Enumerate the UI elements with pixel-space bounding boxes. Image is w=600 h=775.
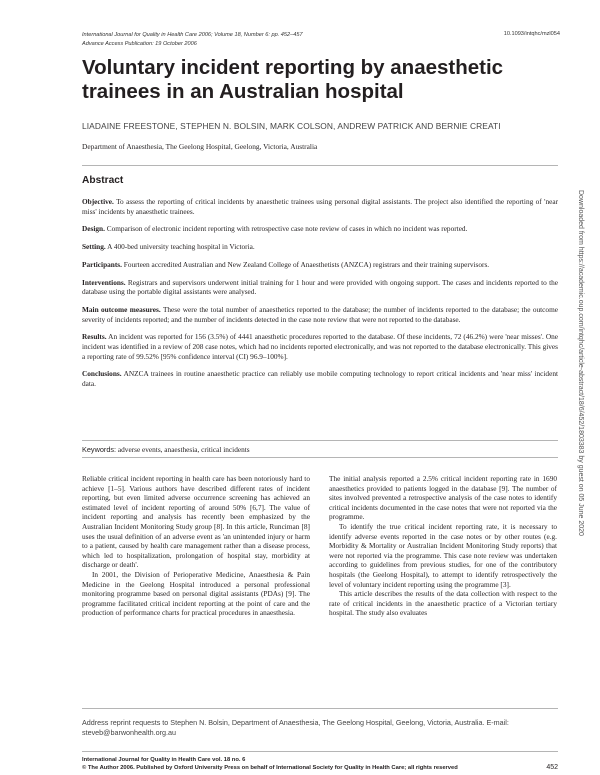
abstract-interventions: Interventions. Registrars and supervisors underwent initial training for 1 hour and were provided with ongoing support. The cases and incidents reported to the database using the portable digital assistants were analysed. bbox=[82, 277, 558, 297]
divider-top bbox=[82, 165, 558, 166]
author-list: LIADAINE FREESTONE, STEPHEN N. BOLSIN, MARK COLSON, ANDREW PATRICK AND BERNIE CREATI bbox=[82, 121, 501, 131]
abstract-participants: Participants. Fourteen accredited Australian and New Zealand College of Anaesthetists (ANZCA) registrars and their training supervisors. bbox=[82, 259, 490, 269]
keywords-text: adverse events, anaesthesia, critical incidents bbox=[117, 445, 250, 454]
body-paragraph: The initial analysis reported a 2.5% critical incident reporting rate in 1690 anaesthetics provided to patients logged in the database [9]. The number of sites involved prevented a retrospective analysis of the case notes to identify critical incidents documented in the case notes that were not reported via the programme. bbox=[329, 474, 557, 522]
affiliation: Department of Anaesthesia, The Geelong Hospital, Geelong, Victoria, Australia bbox=[82, 142, 318, 151]
body-paragraph: In 2001, the Division of Perioperative Medicine, Anaesthesia & Pain Medicine in the Geelong Hospital introduced a personal professional monitoring programme based on personal digital assistants (PDAs) [9]. The programme facilitated critical incident reporting at the point of care and the production of performance charts for practical procedures in anaesthesia. bbox=[82, 569, 310, 618]
abstract-objective: Objective. To assess the reporting of critical incidents by anaesthetic trainees using personal digital assistants. The project also identified the reporting of 'near miss' incidents by anaesthetic trainees. bbox=[82, 197, 559, 216]
footer-journal: International Journal for Quality in Health Care vol. 18 no. 6 bbox=[82, 757, 246, 763]
running-header bbox=[82, 31, 303, 49]
abstract-results: Results. An incident was reported for 156 (3.5%) of 4441 anaesthetic procedures reported to the database. Of these incidents, 72 (46.2%) were 'near misses'. One incident was identified in a review of 208 case notes, which had no incidents reported electronically, and was not reported to the database electronically. This gives a reporting rate of 99.52% [95% confidence interval (CI) 96.9–100%]. bbox=[82, 332, 559, 361]
body-paragraph: To identify the true critical incident reporting rate, it is necessary to identify adverse events reported in the case notes or by other routes (e.g. Morbidity & Mortality or Australian Incident Monitoring Study reports) that were not reported via the programme. This case note review was undertaken according to guidelines from previous studies, for one of the contributory hospitals (the Geelong Hospital), to attempt to identify retrospectively the level of voluntary incident reporting using the programme [3]. bbox=[329, 521, 557, 589]
footer-copyright: © The Author 2006. Published by Oxford University Press on behalf of International Society for Quality in Health Care; all rights reserved bbox=[82, 765, 458, 771]
keywords-label: Keywords: bbox=[82, 445, 117, 454]
download-watermark: Downloaded from https://academic.oup.com/intqhc/article-abstract/18/6/452/1803383 by guest on 05 June 2020 bbox=[577, 190, 584, 536]
divider-keywords-top bbox=[82, 440, 558, 441]
keywords bbox=[82, 445, 558, 454]
doi[interactable]: 10.1093/intqhc/mzl054 bbox=[503, 31, 560, 37]
article-title: Voluntary incident reporting by anaesthetic trainees in an Australian hospital bbox=[82, 56, 504, 103]
divider-footnote bbox=[82, 708, 558, 709]
page-footer bbox=[82, 756, 558, 772]
divider-keywords-bottom bbox=[82, 457, 558, 458]
page-number: 452 bbox=[546, 764, 558, 771]
body-column-left bbox=[82, 474, 310, 618]
abstract-heading: Abstract bbox=[82, 175, 124, 186]
abstract-main-outcome-measures: Main outcome measures. These were the total number of anaesthetics reported to the database; the number of incidents reported to the database; the outcome severity of incidents reported; and the number of incidents detected in the case note review that were not reported to the database. bbox=[82, 305, 558, 324]
journal-citation: International Journal for Quality in Health Care 2006; Volume 18, Number 6: pp. 452–457 bbox=[82, 32, 303, 38]
advance-access-date: Advance Access Publication: 19 October 2006 bbox=[82, 41, 197, 47]
reprint-address: Address reprint requests to Stephen N. Bolsin, Department of Anaesthesia, The Geelong Hospital, Geelong, Victoria, Australia. E-mail: steveb@barwonhealth.org.au bbox=[82, 718, 509, 737]
divider-footer bbox=[82, 751, 558, 752]
abstract-design: Design. Comparison of electronic incident reporting with retrospective case note review of cases in which no incident was reported. bbox=[82, 224, 468, 234]
abstract-conclusions: Conclusions. ANZCA trainees in routine anaesthetic practice can reliably use mobile computing technology to report critical incidents and 'near miss' incident data. bbox=[82, 369, 558, 389]
body-paragraph: This article describes the results of the data collection with respect to the rate of critical incidents in the anaesthetic practice of a Victorian tertiary hospital. The study also evaluates bbox=[329, 589, 557, 618]
abstract-setting: Setting. A 400-bed university teaching hospital in Victoria. bbox=[82, 242, 255, 252]
body-paragraph: Reliable critical incident reporting in health care has been notoriously hard to achieve [1–5]. Various authors have described different rates of incident reporting, but even limited adverse occurrence screening has achieved an estimated level of incident reporting of around 50% [6,7]. The value of incident reporting and analysis has recently been emphasized by the Australian Incident Monitoring Study group [8]. In this article, Runciman [8] uses the usual definition of an adverse event as 'an unintended injury or harm to a patient, caused by health care management rather than a disease process, which led to hospitalization, prolongation of hospital stay, morbidity at discharge or death'. bbox=[82, 474, 310, 570]
abstract-body bbox=[82, 197, 558, 397]
body-column-right bbox=[329, 474, 557, 618]
